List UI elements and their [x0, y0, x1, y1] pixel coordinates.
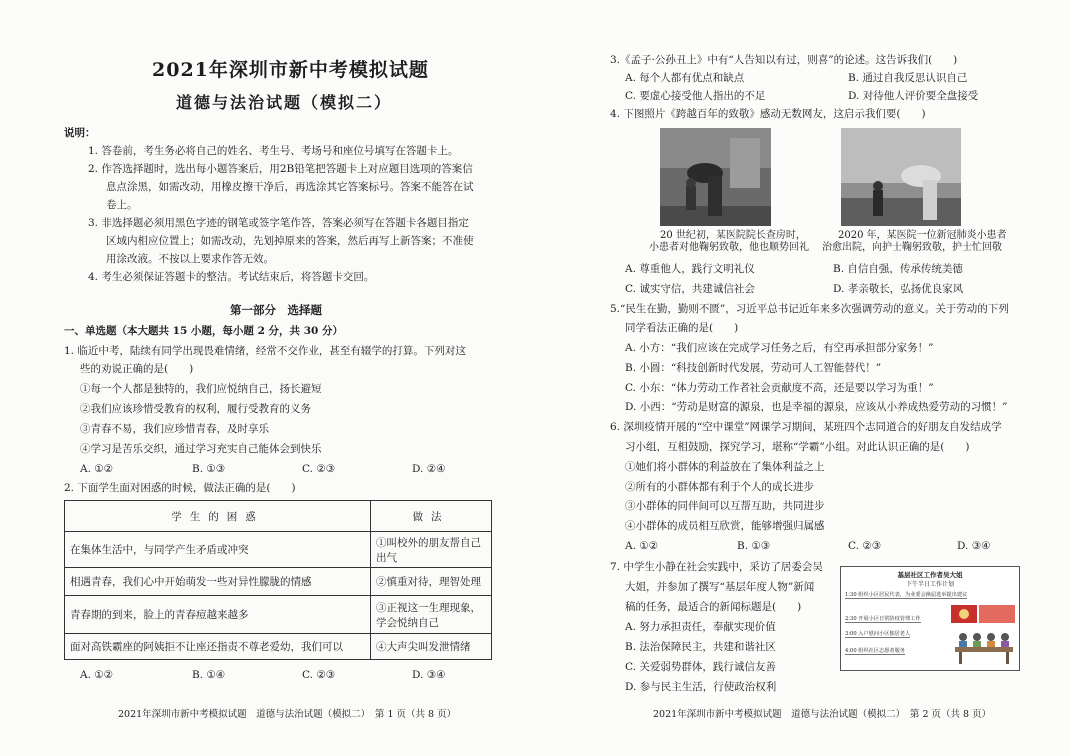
q3-option-d: D. 对待他人评价要全盘接受 [848, 90, 979, 102]
exam-subtitle: 道德与法治试题（模拟二） [176, 93, 393, 112]
q4-option-d: D. 孝亲敬长，弘扬优良家风 [833, 283, 964, 295]
q7-option-a: A. 努力承担责任，奉献实现价值 [625, 621, 776, 633]
q2-table [64, 500, 492, 660]
q4-option-b: B. 自信自强，传承传统美德 [833, 263, 963, 275]
instruction-line: 区域内相应位置上；如需改动，先划掉原来的答案，然后再写上新答案；不准使 [106, 235, 474, 247]
instructions-label: 说明： [64, 127, 96, 139]
q6-statement: ④小群体的成员相互欣赏，能够增强归属感 [625, 520, 825, 532]
q2-action-cell: ④大声尖叫发泄情绪 [371, 634, 492, 660]
q6-option-b: B. ①③ [737, 540, 771, 552]
page-footer: 2021年深圳市新中考模拟试题 道德与法治试题（模拟二） 第 1 页（共 8 页） [118, 709, 457, 720]
q2-header-action: 做法 [371, 501, 492, 532]
instruction-line: 4. 考生必须保证答题卡的整洁。考试结束后，将答题卡交回。 [88, 271, 375, 283]
page-footer: 2021年深圳市新中考模拟试题 道德与法治试题（模拟二） 第 2 页（共 8 页） [653, 709, 992, 720]
q5-option-a: A. 小方：“我们应该在完成学习任务之后，有空再承担部分家务！” [625, 342, 934, 354]
q4-stem: 4. 下图照片《跨越百年的致敬》感动无数网友，这启示我们要( ) [610, 108, 926, 120]
q6-option-a: A. ①② [625, 540, 659, 552]
q2-action-cell: ②慎重对待，理智处理 [371, 568, 492, 596]
photo-image-icon [841, 128, 961, 226]
part-title: 第一部分 选择题 [230, 303, 322, 317]
notice-item: 3:00 入户慰问小区独居老人 [845, 631, 911, 637]
q1-statement: ②我们应该珍惜受教育的权利，履行受教育的义务 [80, 403, 311, 415]
q7-stem: 7. 中学生小静在社会实践中，采访了居委会吴 [610, 561, 823, 573]
q2-problem-cell: 青春期的到来，脸上的青春痘越来越多 [65, 596, 371, 634]
q7-option-b: B. 法治保障民主，共建和谐社区 [625, 641, 776, 653]
q3-stem: 3.《孟子·公孙丑上》中有“人告知以有过，则喜”的论述。这告诉我们( ) [610, 54, 958, 66]
q1-stem: 1. 临近中考，陆续有同学出现畏难情绪，经常不交作业，甚至有辍学的打算。下列对这 [64, 345, 466, 357]
photo-caption-left: 小患者对他鞠躬致敬，他也顺势回礼 [649, 242, 809, 253]
notice-item: 2:30 开展小区日常防疫管理工作 [845, 616, 921, 622]
instruction-line: 3. 非选择题必须用黑色字迹的钢笔或签字笔作答，答案必须写在答题卡各题目指定 [88, 217, 469, 229]
q1-option-a: A. ①② [80, 463, 114, 475]
q7-stem: 大姐，并参加了撰写“基层年度人物”新闻 [625, 581, 815, 593]
q1-statement: ③青春不易，我们应珍惜青春，及时享乐 [80, 423, 269, 435]
q6-option-c: C. ②③ [848, 540, 882, 552]
q2-option-a: A. ①② [80, 669, 114, 681]
q2-action-cell: ①叫校外的朋友帮自己出气 [371, 532, 492, 568]
q5-option-d: D. 小西：“劳动是财富的源泉，也是幸福的源泉，应该从小养成热爱劳动的习惯！” [625, 401, 1008, 413]
historic-photo-bowing [660, 128, 771, 226]
q1-stem: 些的劝说正确的是( ) [80, 363, 194, 375]
q1-statement: ④学习是苦乐交织，通过学习充实自己能体会到快乐 [80, 443, 322, 455]
community-meeting-illustration-icon [949, 603, 1017, 667]
community-work-plan-figure [840, 566, 1020, 671]
q1-option-c: C. ②③ [302, 463, 336, 475]
instruction-line: 1. 答卷前，考生务必将自己的姓名、考生号、考场号和座位号填写在答题卡上。 [88, 145, 459, 157]
exam-title: 2021年深圳市新中考模拟试题 [152, 59, 429, 81]
section-title: 一、单选题（本大题共 15 小题，每小题 2 分，共 30 分） [64, 325, 343, 337]
q4-option-a: A. 尊重他人，践行文明礼仪 [625, 263, 755, 275]
notice-title: 基层社区工作者吴大姐 [897, 571, 963, 579]
q5-option-c: C. 小东：“体力劳动工作者社会贡献度不高，还是要以学习为重！” [625, 382, 934, 394]
photo-caption-right: 治愈出院，向护士鞠躬致敬，护士忙回敬 [822, 242, 1002, 253]
q3-option-c: C. 要虚心接受他人指出的不足 [625, 90, 766, 102]
q5-stem: 同学看法正确的是( ) [625, 322, 739, 334]
q5-option-b: B. 小圆：“科技创新时代发展，劳动可人工智能替代！” [625, 362, 882, 374]
q7-option-c: C. 关爱弱势群体，践行诚信友善 [625, 661, 776, 673]
q6-stem: 6. 深圳疫情开展的“空中课堂”网课学习期间，某班四个志同道合的好朋友自发结成学 [610, 421, 1002, 433]
q3-option-b: B. 通过自我反思认识自己 [848, 72, 968, 84]
q5-stem: 5.“民生在勤，勤则不匮”，习近平总书记近年来多次强调劳动的意义。关于劳动的下列 [610, 303, 1009, 315]
instruction-line: 息点涂黑，如需改动，用橡皮擦干净后，再选涂其它答案标号。答案不能答在试 [106, 181, 474, 193]
q1-option-b: B. ①③ [192, 463, 226, 475]
q2-problem-cell: 面对高铁霸座的阿姨拒不让座还指责不尊老爱幼，我们可以 [65, 634, 371, 660]
photo-caption-right: 2020 年，某医院一位新冠肺炎小患者 [838, 230, 1007, 241]
instruction-line: 2. 作答选择题时，选出每小题答案后，用2B铅笔把答题卡上对应题目选项的答案信 [88, 163, 473, 175]
q6-statement: ③小群体的同伴间可以互帮互助，共同进步 [625, 500, 825, 512]
modern-photo-bowing [841, 128, 961, 226]
q1-statement: ①每一个人都是独特的，我们应悦纳自己，扬长避短 [80, 383, 322, 395]
q6-option-d: D. ③④ [957, 540, 991, 552]
notice-item: 4:00 组织社区志愿者服务 [845, 648, 905, 654]
photo-caption-left: 20 世纪初，某医院院长查房时， [660, 230, 806, 241]
q2-stem: 2. 下面学生面对困惑的时候，做法正确的是( ) [64, 482, 296, 494]
q1-option-d: D. ②④ [412, 463, 446, 475]
q6-stem: 习小组，互相鼓励，探究学习，堪称“学霸”小组。对此认识正确的是( ) [625, 441, 970, 453]
q2-action-cell: ③正视这一生理现象，学会悦纳自己 [371, 596, 492, 634]
q2-problem-cell: 在集体生活中，与同学产生矛盾或冲突 [65, 532, 371, 568]
q3-option-a: A. 每个人都有优点和缺点 [625, 72, 745, 84]
q2-problem-cell: 相遇青春，我们心中开始萌发一些对异性朦胧的情感 [65, 568, 371, 596]
photo-image-icon [660, 128, 771, 226]
q2-header-problem: 学生的困惑 [65, 501, 371, 532]
q2-option-d: D. ③④ [412, 669, 446, 681]
q7-stem: 稿的任务，最适合的新闻标题是( ) [625, 601, 802, 613]
notice-subtitle: 下午半日工作计划 [905, 581, 954, 588]
q6-statement: ②所有的小群体都有利于个人的成长进步 [625, 481, 814, 493]
q4-option-c: C. 诚实守信，共建诚信社会 [625, 283, 755, 295]
instruction-line: 卷上。 [106, 199, 138, 211]
q6-statement: ①她们将小群体的利益放在了集体利益之上 [625, 461, 825, 473]
q2-option-b: B. ①④ [192, 669, 226, 681]
q2-option-c: C. ②③ [302, 669, 336, 681]
instruction-line: 用涂改液。不按以上要求作答无效。 [106, 253, 274, 265]
notice-item: 1:30 组织小区居民代表，为业委会换届选举提出建议 [845, 592, 968, 598]
q7-option-d: D. 参与民主生活，行使政治权利 [625, 681, 777, 693]
